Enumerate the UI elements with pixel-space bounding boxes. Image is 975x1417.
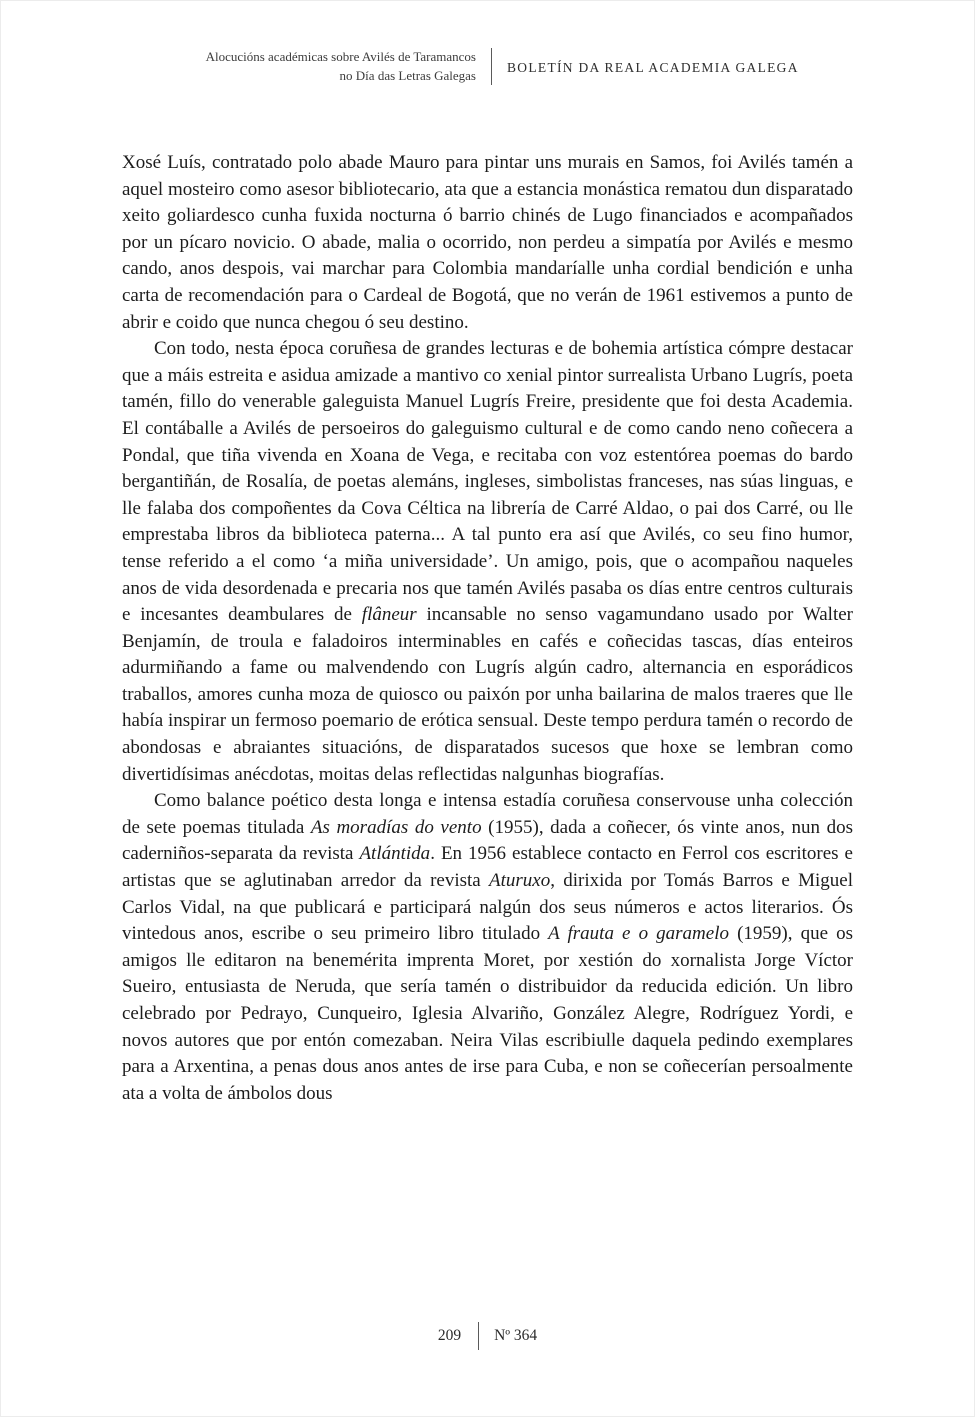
footer-divider (478, 1322, 479, 1350)
italic-title-text: A frauta e o garamelo (548, 923, 729, 945)
italic-title-text: As moradías do vento (310, 816, 482, 838)
header-divider (491, 48, 492, 85)
body-text (122, 150, 853, 1107)
issue-number: Nº 364 (494, 1327, 538, 1344)
text-segment: Con todo, nesta época coruñesa de grandes lecturas e de bohemia artística cómpre destacar que a máis estreita e asidua amizade a mantivo co xenial pintor surrealista Urbano Lugrís, poeta tamén, fillo do venerable galeguista Manuel Lugrís Freire, presidente que foi desta Academia. El contáballe a Avilés de persoeiros do galeguismo cultural e de como cando neno coñecera a Pondal, que tiña vivenda en Xoana de Vega, e recitaba con voz estentórea poemas do bardo bergantiñán, de Rosalía, de poetas alemáns, ingleses, simbolistas franceses, nas súas linguas, e lle falaba dos compoñentes da Cova Céltica na librería de Carré Aldao, o pai dos Carré, ou lle emprestaba libros da biblioteca paterna... A tal punto era así que Avilés, co seu fino humor, tense referido a el como ‘a miña universidade’. Un amigo, pois, que o acompañou naqueles anos de vida desordenada e precaria nos que tamén Avilés pasaba os días entre centros culturais e incesantes deambulares de (122, 338, 853, 626)
running-title-line1: Alocucións académicas sobre Avilés de Taramancos (205, 49, 476, 64)
text-segment: (1955), dada a coñecer, ós vinte anos, nun dos caderniños-separata da revista (122, 816, 854, 865)
text-segment: , dirixida por Tomás Barros e Miguel Carlos Vidal, na que publicará e participará nalgún dos seus números e actos literarios. Ós vintedous anos, escribe o seu primeiro libro titulado (122, 870, 853, 945)
paragraph (122, 788, 853, 1107)
text-segment: (1959), que os amigos lle editaron na benemérita imprenta Moret, por xestión do xornalista Jorge Víctor Sueiro, entusiasta de Neruda, que sería tamén o distribuidor da reducida edición. Un libro celebrado por Pedrayo, Cunqueiro, Iglesia Alvariño, González Alegre, Rodríguez Yordi, e novos autores que por entón comezaban. Neira Vilas escribiulle daquela pedindo exemplares para a Arxentina, a penas dous anos antes de irse para Cuba, e non se coñecerían persoalmente ata a volta de ámbolos dous (122, 923, 853, 1104)
running-title-line2: no Día das Letras Galegas (339, 67, 476, 83)
page-header (122, 48, 853, 85)
paragraph (122, 150, 853, 336)
running-title (122, 48, 476, 85)
italic-title-text: Atlántida (359, 843, 431, 865)
page-number: 209 (437, 1327, 462, 1344)
text-segment: . En 1956 establece contacto en Ferrol cos escritores e artistas que se aglutinaban arredor da revista (122, 843, 853, 892)
italic-title-text: Aturuxo (489, 870, 551, 892)
page-footer (0, 1320, 975, 1352)
text-segment: incansable no senso vagamundano usado por Walter Benjamín, de troula e faladoiros interminables en cafés e coñecidas tascas, días enteiros adurmiñando a fame ou malvendendo con Lugrís algún cadro, alternancia en esporádicos traballos, amores cunha moza de quiosco ou paixón por unha bailarina de malos traeres que lle había inspirar un fermoso poemario de erótica sensual. Deste tempo perdura tamén o recordo de abondosas e abraiantes situacións, de disparatados sucesos que hoxe se lembran como divertidísimas anécdotas, moitas delas reflectidas nalgunhas biografías. (122, 604, 853, 785)
journal-title: BOLETÍN DA REAL ACADEMIA GALEGA (507, 59, 799, 75)
paragraph (122, 336, 853, 788)
italic-title-text: flâneur (361, 604, 417, 626)
text-segment: Como balance poético desta longa e intensa estadía coruñesa conservouse unha colección de sete poemas titulada (122, 790, 853, 838)
text-segment: Xosé Luís, contratado polo abade Mauro para pintar uns murais en Samos, foi Avilés tamén a aquel mosteiro como asesor bibliotecario, ata que a estancia monástica rematou dun disparatado xeito goliardesco cunha fuxida nocturna ó barrio chinés de Lugo financiados e acompañados por un pícaro novicio. O abade, malia o ocorrido, non perdeu a simpatía por Avilés e mesmo cando, anos despois, vai marchar para Colombia mandaríalle unha cordial bendición e unha carta de recomendación para o Cardeal de Bogotá, que no verán de 1961 estivemos a punto de abrir e coido que nunca chegou ó seu destino. (122, 152, 853, 333)
